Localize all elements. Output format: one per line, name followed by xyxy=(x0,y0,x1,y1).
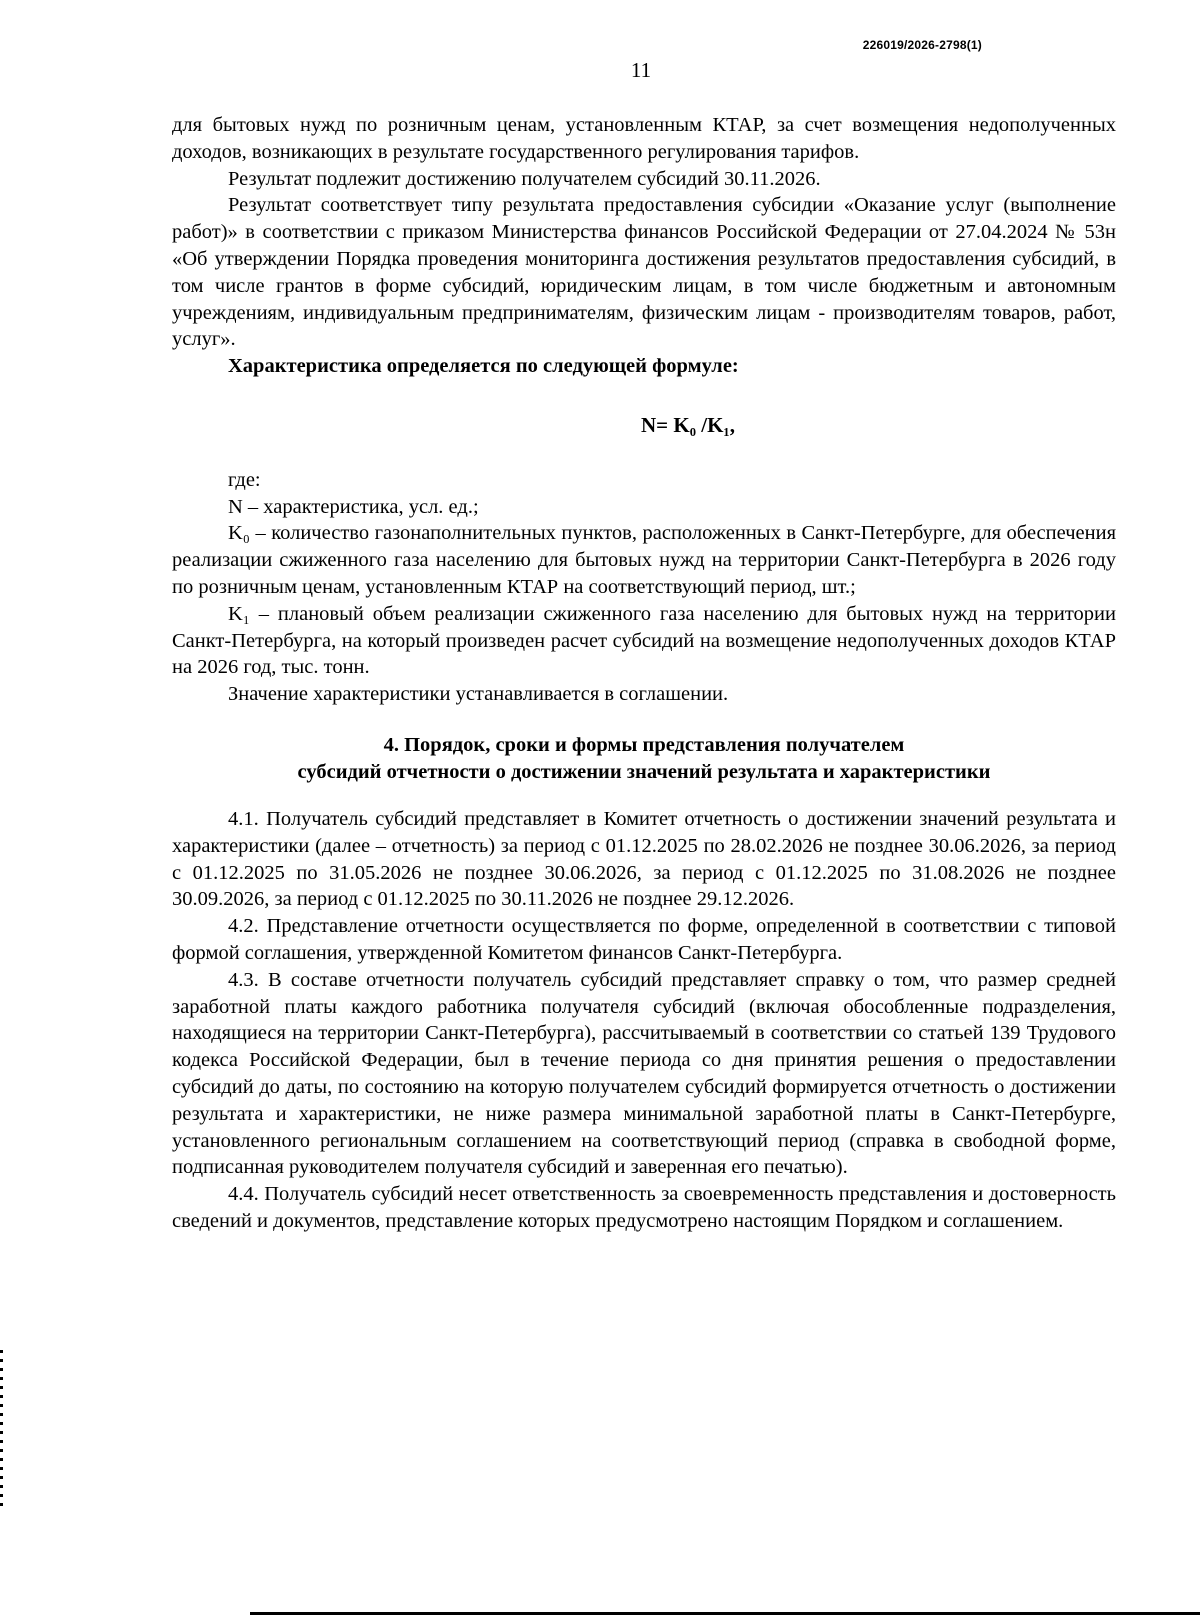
paragraph-result-date: Результат подлежит достижению получателем субсидий 30.11.2026. xyxy=(228,167,821,190)
section-heading-line1: 4. Порядок, сроки и формы представления получателем xyxy=(383,733,905,756)
document-body xyxy=(172,112,1116,1235)
clause-4-4: 4.4. Получатель субсидий несет ответственность за своевременность представления и достоверность сведений и документов, представление которых предусмотрено настоящим Порядком и соглашением. xyxy=(172,1183,1116,1232)
scan-edge-marks xyxy=(0,1350,3,1510)
scan-bottom-edge xyxy=(250,1612,1200,1615)
paragraph-result-type: Результат соответствует типу результата предоставления субсидии «Оказание услуг (выполнение работ)» в соответствии с приказом Министерства финансов Российской Федерации от 27.04.2024 № 53н «Об утверждении Порядка проведения мониторинга достижения результатов предоставления субсидий, в том числе грантов в форме субсидий, юридическим лицам, в том числе бюджетным и автономным учреждениям, индивидуальным предпринимателям, физическим лицам - производителям товаров, работ, услуг». xyxy=(172,194,1116,351)
definition-n: N – характеристика, усл. ед.; xyxy=(228,495,479,518)
paragraph-agreement-value: Значение характеристики устанавливается в соглашении. xyxy=(228,683,729,706)
paragraph-continuation: для бытовых нужд по розничным ценам, установленным КТАР, за счет возмещения недополученных доходов, возникающих в результате государственного регулирования тарифов. xyxy=(172,114,1116,163)
definition-k0: K₀ – количество газонаполнительных пунктов, расположенных в Санкт-Петербурге, для обеспечения реализации сжиженного газа населению для бытовых нужд на территории Санкт-Петербурга в 2026 году по розничным ценам, установленным КТАР на соответствующий период, шт.; xyxy=(172,522,1116,598)
section-heading-line2: субсидий отчетности о достижении значений результата и характеристики xyxy=(297,760,991,783)
section-heading xyxy=(172,732,1116,786)
clause-4-1: 4.1. Получатель субсидий представляет в Комитет отчетность о достижении значений результата и характеристики (далее – отчетность) за период с 01.12.2025 по 28.02.2026 не позднее 30.06.2026, за период с 01.12.2025 по 31.05.2026 не позднее 30.06.2026, за период с 01.12.2025 по 31.08.2026 не позднее 30.09.2026, за период с 01.12.2025 по 30.11.2026 не позднее 29.12.2026. xyxy=(172,807,1116,911)
page-number: 11 xyxy=(630,58,652,82)
document-number: 226019/2026-2798(1) xyxy=(862,38,982,52)
clause-4-2: 4.2. Представление отчетности осуществляется по форме, определенной в соответствии с типовой формой соглашения, утвержденной Комитетом финансов Санкт-Петербурга. xyxy=(172,915,1116,964)
paragraph-formula-intro: Характеристика определяется по следующей формуле: xyxy=(228,355,739,378)
definition-where: где: xyxy=(228,468,261,491)
formula: N= K₀ /K₁, xyxy=(641,412,735,437)
clause-4-3: 4.3. В составе отчетности получатель субсидий представляет справку о том, что размер средней заработной платы каждого работника получателя субсидий (включая обособленные подразделения, находящиеся на территории Санкт-Петербурга), рассчитываемый в соответствии со статьей 139 Трудового кодекса Российской Федерации, был в течение периода со дня принятия решения о предоставлении субсидий до даты, по состоянию на которую получателем субсидий формируется отчетность о достижении результата и характеристики, не ниже размера минимальной заработной платы в Санкт-Петербурге, установленного региональным соглашением на соответствующий период (справка в свободной форме, подписанная руководителем получателя субсидий и заверенная его печатью). xyxy=(172,968,1116,1179)
definition-k1: K₁ – плановый объем реализации сжиженного газа населению для бытовых нужд на территории Санкт-Петербурга, на который произведен расчет субсидий на возмещение недополученных доходов КТАР на 2026 год, тыс. тонн. xyxy=(172,602,1116,679)
